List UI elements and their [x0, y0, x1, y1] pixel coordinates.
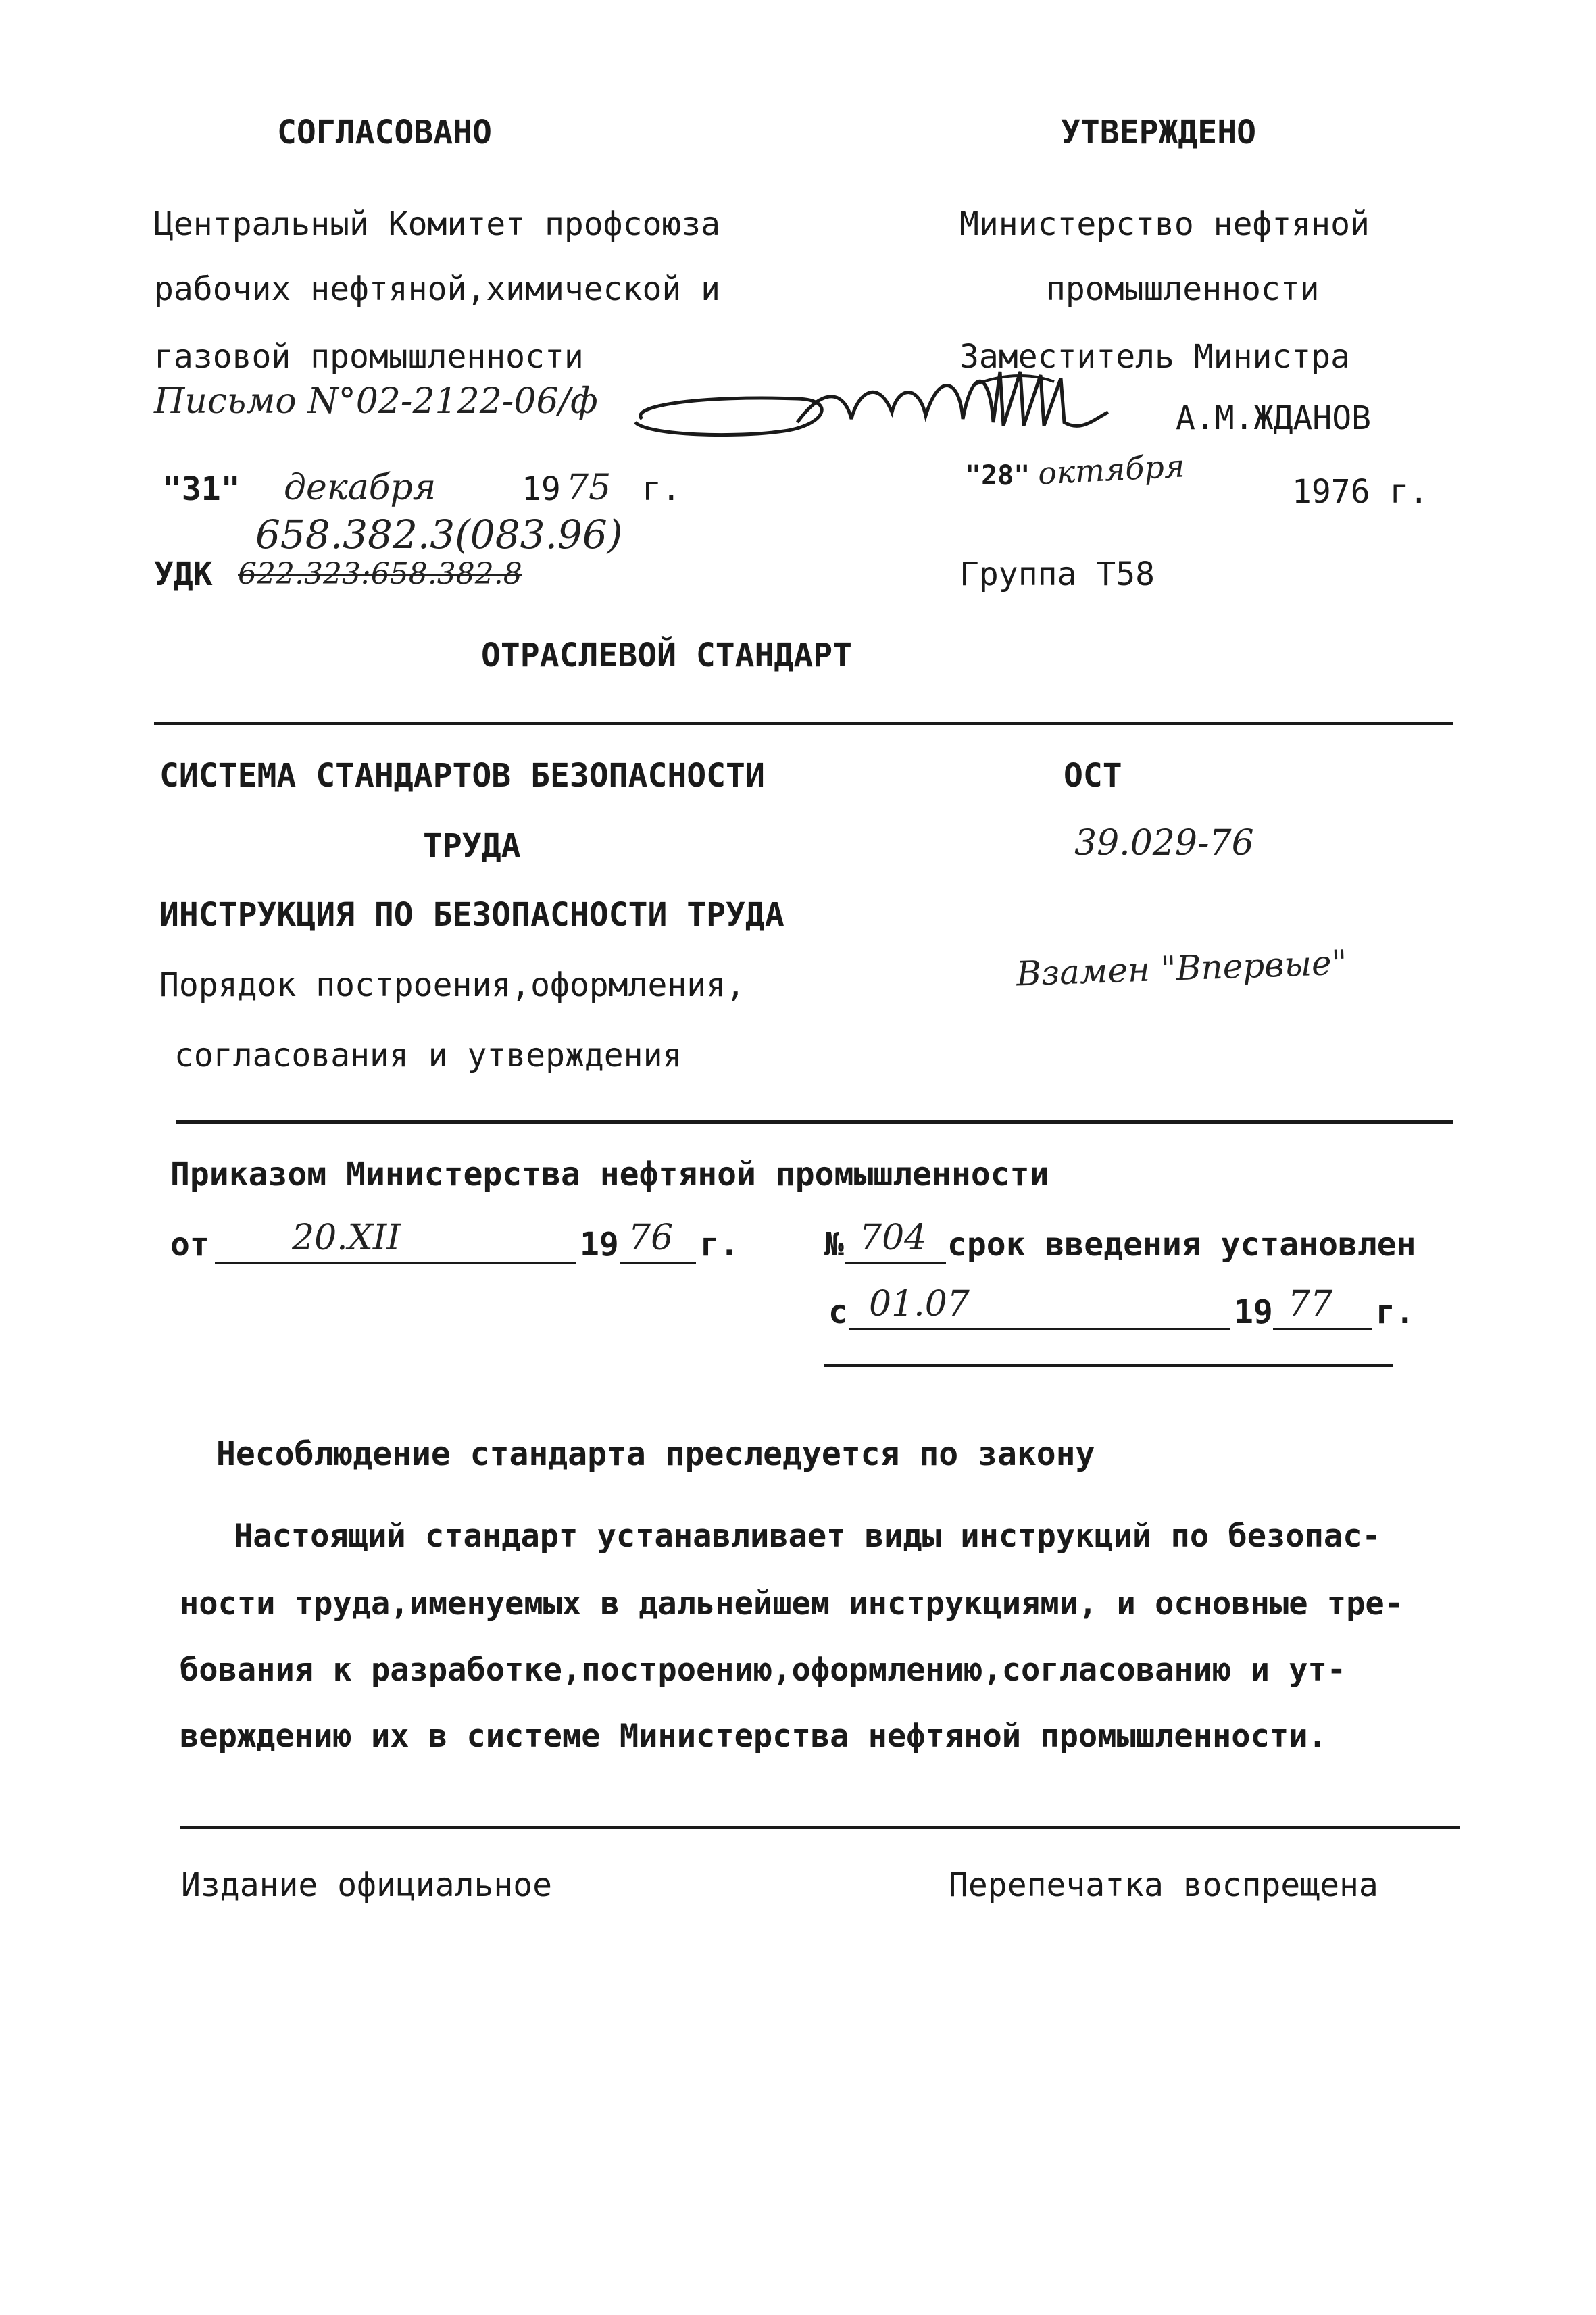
order-intro-year-prefix: 19 — [1234, 1293, 1273, 1331]
ost-replaces: Взамен "Впервые" — [1016, 943, 1348, 994]
ost-number: 39.029-76 — [1074, 823, 1254, 864]
order-intro-year-suffix: 77 — [1288, 1284, 1333, 1324]
ost-label: ОСТ — [1064, 757, 1122, 795]
title-line2: ТРУДА — [423, 827, 521, 865]
title-line4: Порядок построения,оформления, — [159, 966, 745, 1004]
order-intro-date-underline — [849, 1328, 1230, 1330]
paragraph-line: верждению их в системе Министерства нефтяной промышленности. — [180, 1718, 1327, 1755]
agreed-org-line1: Центральный Комитет профсоюза — [154, 205, 721, 243]
order-line1: Приказом Министерства нефтяной промышленности — [170, 1155, 1049, 1193]
approved-date-year: 1976 г. — [1292, 473, 1429, 511]
order-intro-text: срок введения установлен — [947, 1226, 1416, 1264]
order-year-suffix: 76 — [628, 1218, 674, 1258]
signature-image — [622, 358, 1162, 459]
order-from-label: от — [170, 1226, 209, 1264]
paragraph-line: Настоящий стандарт устанавливает виды инструкций по безопас- — [234, 1518, 1381, 1555]
agreed-letter-ref: Письмо N°02-2122-06/ф — [154, 381, 598, 422]
approved-org-line2: промышленности — [1046, 270, 1320, 308]
bottom-divider — [180, 1826, 1460, 1829]
middle-divider — [176, 1120, 1453, 1124]
approved-date-day: "28" — [965, 460, 1030, 491]
approver-name: А.М.ЖДАНОВ — [1176, 399, 1371, 437]
approved-date-month: октября — [1037, 447, 1186, 492]
footer-reprint-prohibited: Перепечатка воспрещена — [949, 1866, 1378, 1904]
top-divider — [154, 722, 1453, 725]
order-divider — [824, 1364, 1393, 1367]
agreed-org-line3: газовой промышленности — [154, 338, 584, 376]
agreed-date-year-suffix: 75 — [566, 468, 612, 508]
title-line1: СИСТЕМА СТАНДАРТОВ БЕЗОПАСНОСТИ — [159, 757, 765, 795]
order-number: 704 — [859, 1218, 927, 1258]
order-date: 20.XII — [292, 1218, 401, 1258]
order-intro-year-underline — [1273, 1328, 1372, 1330]
order-intro-date: 01.07 — [869, 1284, 970, 1324]
footer-official-edition: Издание официальное — [181, 1866, 553, 1904]
title-line5: согласования и утверждения — [174, 1037, 682, 1074]
standard-type: ОТРАСЛЕВОЙ СТАНДАРТ — [481, 637, 853, 674]
approved-org-line1: Министерство нефтяной — [959, 205, 1370, 243]
agreed-date-g: г. — [642, 470, 681, 508]
udk-struck-code: 622.323:658.382.8 — [238, 557, 522, 591]
order-intro-from: с — [828, 1293, 848, 1331]
agreed-date-month: декабря — [284, 468, 437, 508]
title-line3: ИНСТРУКЦИЯ ПО БЕЗОПАСНОСТИ ТРУДА — [159, 896, 784, 934]
order-date-underline — [215, 1262, 576, 1264]
agreed-date-day: "31" — [162, 470, 241, 508]
agreed-heading: СОГЛАСОВАНО — [277, 114, 492, 151]
approved-heading: УТВЕРЖДЕНО — [1061, 114, 1256, 151]
order-number-label: № — [824, 1226, 844, 1264]
order-year-underline — [620, 1262, 696, 1264]
order-g: г. — [700, 1226, 739, 1264]
paragraph-line: ности труда,именуемых в дальнейшем инструкциями, и основные тре- — [180, 1585, 1403, 1622]
approved-position: Заместитель Министра — [959, 338, 1350, 376]
udk-handwritten-code: 658.382.3(083.96) — [255, 512, 623, 557]
udk-label: УДК — [154, 555, 213, 593]
group-label: Группа Т58 — [959, 555, 1155, 593]
paragraph-line: бования к разработке,построению,оформлению,согласованию и ут- — [180, 1651, 1347, 1689]
law-notice: Несоблюдение стандарта преследуется по закону — [216, 1435, 1095, 1473]
order-intro-g: г. — [1376, 1293, 1415, 1331]
order-number-underline — [845, 1262, 946, 1264]
agreed-date-year-prefix: 19 — [522, 470, 561, 508]
agreed-org-line2: рабочих нефтяной,химической и — [154, 270, 721, 308]
order-year-prefix: 19 — [580, 1226, 619, 1264]
